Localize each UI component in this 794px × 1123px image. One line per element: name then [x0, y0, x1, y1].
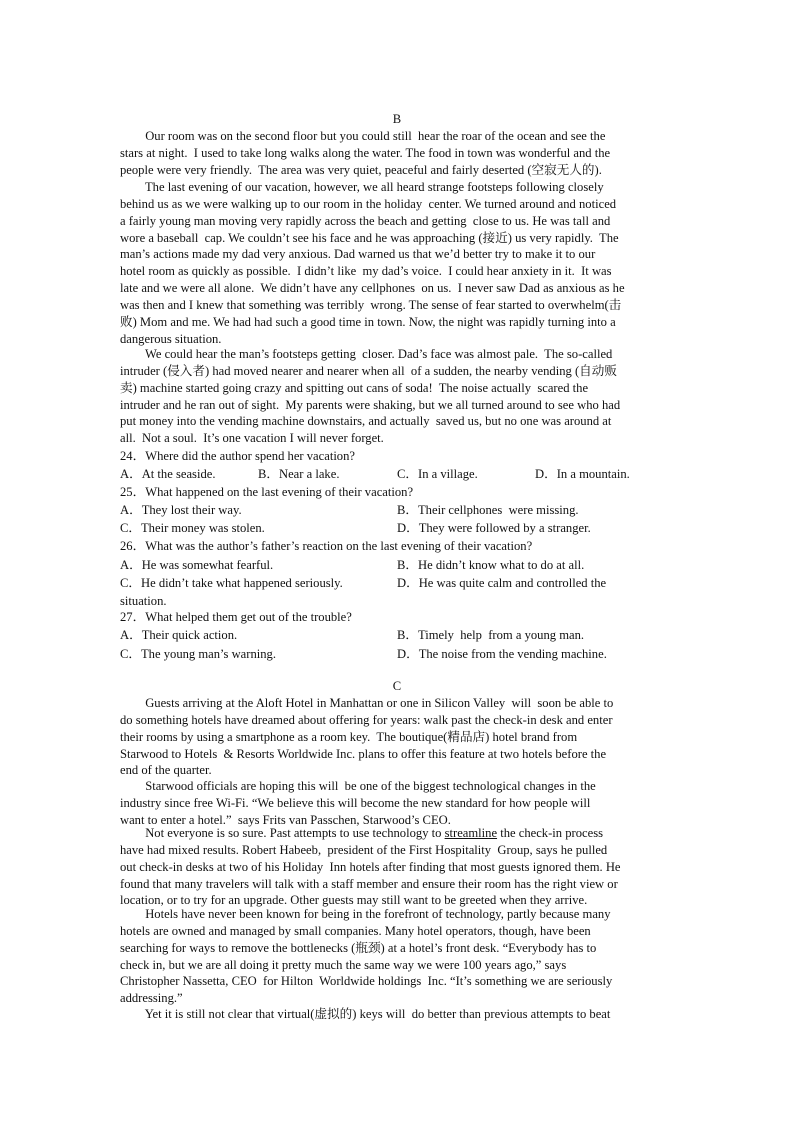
section-b-heading: B [392, 112, 402, 126]
question-27-option-d[interactable]: D．The noise from the vending machine. [397, 647, 607, 661]
question-26-stem: 26．What was the author’s father’s reaction on the last evening of their vacation? [120, 539, 533, 553]
section-c-paragraph-1: Guests arriving at the Aloft Hotel in Manhattan or one in Silicon Valley will soon be able to do something hotels have dreamed about offering for years: walk past the check-in desk and enter their rooms by using a smartphone as a room key. The boutique(精品店) hotel brand from Starwood to Hotels & Resorts Worldwide Inc. plans to offer this feature at two hotels before the end of the quarter. [120, 696, 614, 778]
question-24-stem: 24．Where did the author spend her vacation? [120, 449, 355, 463]
question-25-option-d[interactable]: D．They were followed by a stranger. [397, 521, 591, 535]
paragraph-3-lead: Not everyone is so sure. Past attempts to use technology to [120, 826, 445, 840]
section-c-paragraph-4: Hotels have never been known for being in the forefront of technology, partly because many hotels are owned and managed by small companies. Many hotel operators, though, have been searching for ways to remove the bottlenecks (瓶颈) at a hotel’s front desk. “Everybody has to check in, but we are all doing it pretty much the same way we were 100 years ago,” says Christopher Nassetta, CEO for Hilton Worldwide holdings Inc. “It’s something we are seriously addressing.” [120, 907, 613, 1006]
question-25-option-b[interactable]: B．Their cellphones were missing. [397, 503, 579, 517]
question-24-option-d[interactable]: D．In a mountain. [535, 467, 630, 481]
question-25-stem: 25．What happened on the last evening of their vacation? [120, 485, 414, 499]
question-26-option-a[interactable]: A．He was somewhat fearful. [120, 558, 274, 572]
question-27-stem: 27．What helped them get out of the trouble? [120, 610, 352, 624]
question-24-option-c[interactable]: C．In a village. [397, 467, 478, 481]
question-26-option-d-continued: situation. [120, 594, 167, 608]
section-b-paragraph-1: Our room was on the second floor but you could still hear the roar of the ocean and see the stars at night. I used to take long walks along the water. The food in town was wonderful and the people were very friendly. The area was very quiet, peaceful and fairly deserted (空寂无人的). [120, 129, 611, 177]
question-26-option-c[interactable]: C．He didn’t take what happened seriously. [120, 576, 343, 590]
section-b-paragraph-3: We could hear the man’s footsteps getting closer. Dad’s face was almost pale. The so-called intruder (侵入者) had moved nearer and nearer when all of a sudden, the nearby vending (自动贩 卖) machine started going crazy and spitting out cans of soda! The noise actually scared the intruder and he ran out of sight. My parents were shaking, but we all turned around to see who had put money into the vending machine downstairs, and actually saved us, but no one was around at all. Not a soul. It’s one vacation I will never forget. [120, 347, 621, 446]
section-c-paragraph-3 [120, 825, 676, 909]
question-25-option-c[interactable]: C．Their money was stolen. [120, 521, 265, 535]
question-26-option-b[interactable]: B．He didn’t know what to do at all. [397, 558, 585, 572]
underlined-word-streamline: streamline [444, 826, 498, 840]
question-27-option-b[interactable]: B．Timely help from a young man. [397, 628, 585, 642]
section-b-paragraph-2: The last evening of our vacation, however, we all heard strange footsteps following closely behind us as we were walking up to our room in the holiday center. We turned around and noticed a fairly young man moving very rapidly across the beach and getting close to us. He was tall and wore a baseball cap. We couldn’t see his face and he was approaching (接近) us very rapidly. The man’s actions made my dad very anxious. Dad warned us that we’d better try to make it to our hotel room as quickly as possible. I didn’t like my dad’s voice. I could hear anxiety in it. It was late and we were all alone. We didn’t have any cellphones on us. I never saw Dad as anxious as he was then and I knew that something was terribly wrong. The sense of fear started to overwhelm(击 败) Mom and me. We had had such a good time in town. Now, the night was rapidly turning into a dangerous situation. [120, 180, 625, 346]
question-24-option-b[interactable]: B．Near a lake. [258, 467, 340, 481]
question-27-option-a[interactable]: A．Their quick action. [120, 628, 238, 642]
question-25-option-a[interactable]: A．They lost their way. [120, 503, 242, 517]
paragraph-3-rest: the check-in process have had mixed results. Robert Habeeb, president of the First Hospitality Group, says he pulled out check-in desks at two of his Holiday Inn hotels after finding that most guests ignored them. He found that many travelers will talk with a staff member and ensure their room has the right view or location, or to try for an upgrade. Other guests may still want to be greeted when they arrive. [120, 826, 621, 908]
question-26-option-d[interactable]: D．He was quite calm and controlled the [397, 576, 607, 590]
question-24-option-a[interactable]: A．At the seaside. [120, 467, 216, 481]
question-27-option-c[interactable]: C．The young man’s warning. [120, 647, 277, 661]
section-c-heading: C [392, 679, 402, 693]
section-c-paragraph-5: Yet it is still not clear that virtual(虚拟的) keys will do better than previous attempts to beat [120, 1007, 611, 1021]
section-c-paragraph-2: Starwood officials are hoping this will be one of the biggest technological changes in the industry since free Wi-Fi. “We believe this will become the new standard for how people will want to enter a hotel.” says Frits van Passchen, Starwood’s CEO. [120, 779, 596, 827]
